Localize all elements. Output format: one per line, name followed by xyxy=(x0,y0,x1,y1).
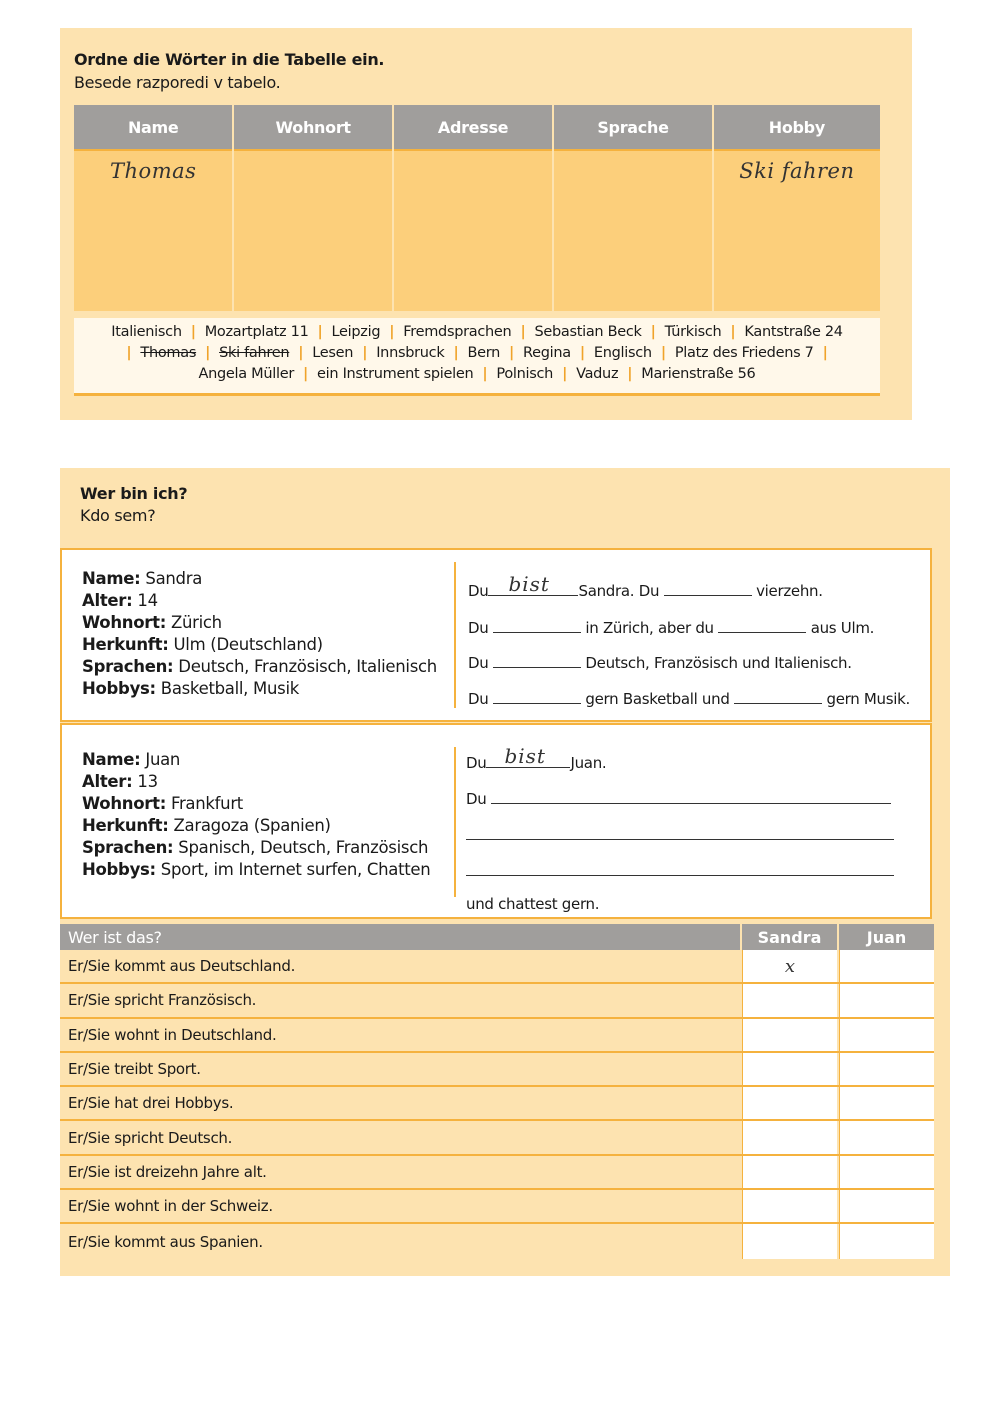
word-chip[interactable]: Ski fahren xyxy=(219,345,290,361)
profile-line xyxy=(82,859,430,881)
separator: | xyxy=(579,345,585,361)
sentence-text: gern Musik. xyxy=(826,690,910,708)
separator: | xyxy=(362,345,368,361)
separator: | xyxy=(389,324,395,340)
check-cell-sandra[interactable]: x xyxy=(742,950,837,982)
word-bank-line xyxy=(74,366,880,387)
profile-value: Zaragoza (Spanien) xyxy=(173,816,331,835)
word-chip[interactable]: Innsbruck xyxy=(376,345,445,361)
word-chip[interactable]: Marienstraße 56 xyxy=(641,366,756,382)
statement: Er/Sie wohnt in Deutschland. xyxy=(68,1025,277,1044)
separator: | xyxy=(482,366,488,382)
table-row xyxy=(60,984,934,1018)
profile-label: Wohnort: xyxy=(82,613,166,632)
word-chip[interactable]: Italienisch xyxy=(111,324,182,340)
profile-label: Alter: xyxy=(82,772,133,791)
profile-line xyxy=(82,678,437,700)
profile-line xyxy=(82,590,437,612)
word-chip[interactable]: Sebastian Beck xyxy=(534,324,642,340)
who-is-it-table xyxy=(60,924,934,1259)
sentence-line xyxy=(466,789,891,808)
blank-field[interactable] xyxy=(734,689,822,704)
table-header xyxy=(60,924,934,950)
sentence-text: Juan. xyxy=(570,754,607,772)
statement: Er/Sie kommt aus Spanien. xyxy=(68,1232,263,1251)
sentence-text: Du xyxy=(466,790,487,808)
separator: | xyxy=(303,366,309,382)
separator: | xyxy=(562,366,568,382)
word-chip[interactable]: Angela Müller xyxy=(198,366,295,382)
check-cell-juan[interactable] xyxy=(839,984,934,1016)
profile-line xyxy=(82,815,430,837)
word-chip[interactable]: Leipzig xyxy=(331,324,381,340)
sentence-text: Sandra. Du xyxy=(578,582,660,600)
word-chip[interactable]: Regina xyxy=(523,345,571,361)
sentence-line xyxy=(468,653,852,672)
check-cell-sandra[interactable] xyxy=(742,984,837,1016)
sentence-text: vierzehn. xyxy=(756,582,823,600)
profile-value: Basketball, Musik xyxy=(160,679,299,698)
statement: Er/Sie ist dreizehn Jahre alt. xyxy=(68,1162,267,1181)
profile-label: Hobbys: xyxy=(82,860,156,879)
sentence-text: gern Basketball und xyxy=(585,690,730,708)
sentence-text: Du xyxy=(468,690,489,708)
profile-line xyxy=(82,612,437,634)
column-header: Name xyxy=(74,105,232,149)
table-row xyxy=(60,1019,934,1053)
separator: | xyxy=(660,345,666,361)
blank-field[interactable] xyxy=(466,825,894,840)
blank-field[interactable] xyxy=(493,689,581,704)
check-cell-juan[interactable] xyxy=(839,1053,934,1085)
sentence-line xyxy=(466,861,894,880)
exercise1-subtitle: Besede razporedi v tabelo. xyxy=(74,73,281,92)
profile-line xyxy=(82,568,437,590)
column-header: Adresse xyxy=(394,105,552,149)
profile-label: Wohnort: xyxy=(82,794,166,813)
column-header: Hobby xyxy=(714,105,880,149)
statement: Er/Sie spricht Deutsch. xyxy=(68,1128,233,1147)
profile-value: Sandra xyxy=(145,569,203,588)
divider xyxy=(454,747,456,897)
statement: Er/Sie treibt Sport. xyxy=(68,1060,201,1079)
sentence-text: Du xyxy=(468,582,489,600)
profile-line xyxy=(82,837,430,859)
sentence-line xyxy=(468,689,910,708)
profile-label: Alter: xyxy=(82,591,133,610)
sentence-text: Du xyxy=(468,654,489,672)
sorting-table xyxy=(74,105,880,311)
column-hobby xyxy=(714,105,880,311)
profile-line xyxy=(82,749,430,771)
blank-field[interactable] xyxy=(493,618,581,633)
profile-value: 14 xyxy=(137,591,158,610)
handwritten-answer: bist xyxy=(508,572,550,596)
column-name xyxy=(74,105,232,311)
profile-label: Sprachen: xyxy=(82,657,174,676)
word-chip[interactable]: Vaduz xyxy=(576,366,619,382)
profile-value: Deutsch, Französisch, Italienisch xyxy=(178,657,437,676)
word-bank-line xyxy=(74,324,880,345)
check-cell-juan[interactable] xyxy=(839,1190,934,1222)
separator: | xyxy=(205,345,211,361)
profile-card-sandra xyxy=(60,548,932,722)
check-cell-sandra[interactable] xyxy=(742,1087,837,1119)
divider xyxy=(454,562,456,708)
separator: | xyxy=(126,345,132,361)
profile-label: Name: xyxy=(82,750,141,769)
separator: | xyxy=(509,345,515,361)
check-cell-sandra[interactable] xyxy=(742,1053,837,1085)
profile-label: Herkunft: xyxy=(82,635,169,654)
profile-label: Herkunft: xyxy=(82,816,169,835)
check-cell-sandra[interactable] xyxy=(742,1019,837,1051)
profile-label: Hobbys: xyxy=(82,679,156,698)
word-chip[interactable]: Englisch xyxy=(593,345,652,361)
table-row xyxy=(60,950,934,984)
sentence-line xyxy=(466,744,607,772)
handwritten-answer: bist xyxy=(504,744,546,768)
word-bank xyxy=(74,318,880,396)
sentence-line xyxy=(468,572,823,600)
sentence-text: Du xyxy=(466,754,487,772)
blank-field[interactable] xyxy=(466,861,894,876)
separator: | xyxy=(730,324,736,340)
answer-cell[interactable] xyxy=(554,149,712,311)
word-chip[interactable]: Lesen xyxy=(312,345,354,361)
word-chip[interactable]: Platz des Friedens 7 xyxy=(674,345,814,361)
column-header: Wohnort xyxy=(234,105,392,149)
word-chip[interactable]: ein Instrument spielen xyxy=(317,366,474,382)
profile-value: 13 xyxy=(137,772,158,791)
profile-card-juan xyxy=(60,723,932,919)
table-row xyxy=(60,1156,934,1190)
table-row xyxy=(60,1190,934,1224)
profile-value: Juan xyxy=(145,750,181,769)
profile-value: Ulm (Deutschland) xyxy=(173,635,323,654)
handwritten-answer: Thomas xyxy=(110,159,197,183)
word-bank-line xyxy=(74,345,880,366)
profile-line xyxy=(82,634,437,656)
sentence-line xyxy=(468,618,874,637)
table-header-sandra: Sandra xyxy=(742,924,837,950)
blank-field[interactable] xyxy=(488,572,578,596)
word-chip[interactable]: Kantstraße 24 xyxy=(744,324,843,340)
profile-value: Spanisch, Deutsch, Französisch xyxy=(178,838,429,857)
word-chip[interactable]: Mozartplatz 11 xyxy=(204,324,309,340)
column-sprache xyxy=(554,105,712,311)
column-adresse xyxy=(394,105,552,311)
exercise1-title: Ordne die Wörter in die Tabelle ein. xyxy=(74,50,385,69)
handwritten-answer: Ski fahren xyxy=(739,159,855,183)
check-cell-juan[interactable] xyxy=(839,1121,934,1153)
answer-cell[interactable] xyxy=(74,149,232,311)
separator: | xyxy=(190,324,196,340)
blank-field[interactable] xyxy=(664,581,752,596)
answer-cell[interactable] xyxy=(234,149,392,311)
sentence-text: in Zürich, aber du xyxy=(585,619,714,637)
separator: | xyxy=(520,324,526,340)
check-cell-sandra[interactable] xyxy=(742,1156,837,1188)
column-wohnort xyxy=(234,105,392,311)
table-row xyxy=(60,1121,934,1155)
profile-line xyxy=(82,771,430,793)
statement: Er/Sie hat drei Hobbys. xyxy=(68,1094,234,1113)
table-row xyxy=(60,1053,934,1087)
check-cell-juan[interactable] xyxy=(839,1156,934,1188)
sentence-text: Deutsch, Französisch und Italienisch. xyxy=(585,654,852,672)
check-cell-juan[interactable] xyxy=(839,950,934,982)
separator: | xyxy=(627,366,633,382)
sentence-text: aus Ulm. xyxy=(810,619,875,637)
blank-field[interactable] xyxy=(493,653,581,668)
blank-field[interactable] xyxy=(491,789,891,804)
profile-line xyxy=(82,656,437,678)
exercise-sort-words xyxy=(60,28,912,420)
check-cell-juan[interactable] xyxy=(839,1019,934,1051)
profile-label: Name: xyxy=(82,569,141,588)
check-cell-juan[interactable] xyxy=(839,1087,934,1119)
sentence-line xyxy=(466,825,894,844)
sentence-text: und chattest gern. xyxy=(466,895,600,913)
statement: Er/Sie kommt aus Deutschland. xyxy=(68,957,296,976)
check-cell-sandra[interactable] xyxy=(742,1121,837,1153)
word-chip[interactable]: Polnisch xyxy=(496,366,554,382)
table-row xyxy=(60,1224,934,1258)
separator: | xyxy=(650,324,656,340)
table-header-question: Wer ist das? xyxy=(60,924,740,950)
exercise2-subtitle: Kdo sem? xyxy=(80,506,156,525)
profile-line xyxy=(82,793,430,815)
blank-field[interactable] xyxy=(718,618,806,633)
table-row xyxy=(60,1087,934,1121)
profile-value: Frankfurt xyxy=(170,794,243,813)
table-header-juan: Juan xyxy=(839,924,934,950)
check-cell-sandra[interactable] xyxy=(742,1224,837,1258)
statement: Er/Sie wohnt in der Schweiz. xyxy=(68,1197,273,1216)
word-chip[interactable]: Bern xyxy=(467,345,501,361)
word-chip[interactable]: Fremdsprachen xyxy=(403,324,512,340)
separator: | xyxy=(317,324,323,340)
profile-value: Zürich xyxy=(170,613,222,632)
sentence-line xyxy=(466,895,599,913)
column-header: Sprache xyxy=(554,105,712,149)
separator: | xyxy=(822,345,828,361)
check-cell-juan[interactable] xyxy=(839,1224,934,1258)
sentence-text: Du xyxy=(468,619,489,637)
answer-cell[interactable] xyxy=(394,149,552,311)
word-chip[interactable]: Türkisch xyxy=(664,324,722,340)
check-cell-sandra[interactable] xyxy=(742,1190,837,1222)
exercise-who-am-i xyxy=(60,468,950,1276)
profile-label: Sprachen: xyxy=(82,838,174,857)
word-chip[interactable]: Thomas xyxy=(140,345,197,361)
separator: | xyxy=(453,345,459,361)
profile-info xyxy=(82,568,437,700)
separator: | xyxy=(298,345,304,361)
blank-field[interactable] xyxy=(486,744,570,768)
exercise2-title: Wer bin ich? xyxy=(80,484,188,503)
profile-info xyxy=(82,749,430,881)
profile-value: Sport, im Internet surfen, Chatten xyxy=(160,860,431,879)
answer-cell[interactable] xyxy=(714,149,880,311)
statement: Er/Sie spricht Französisch. xyxy=(68,991,257,1010)
